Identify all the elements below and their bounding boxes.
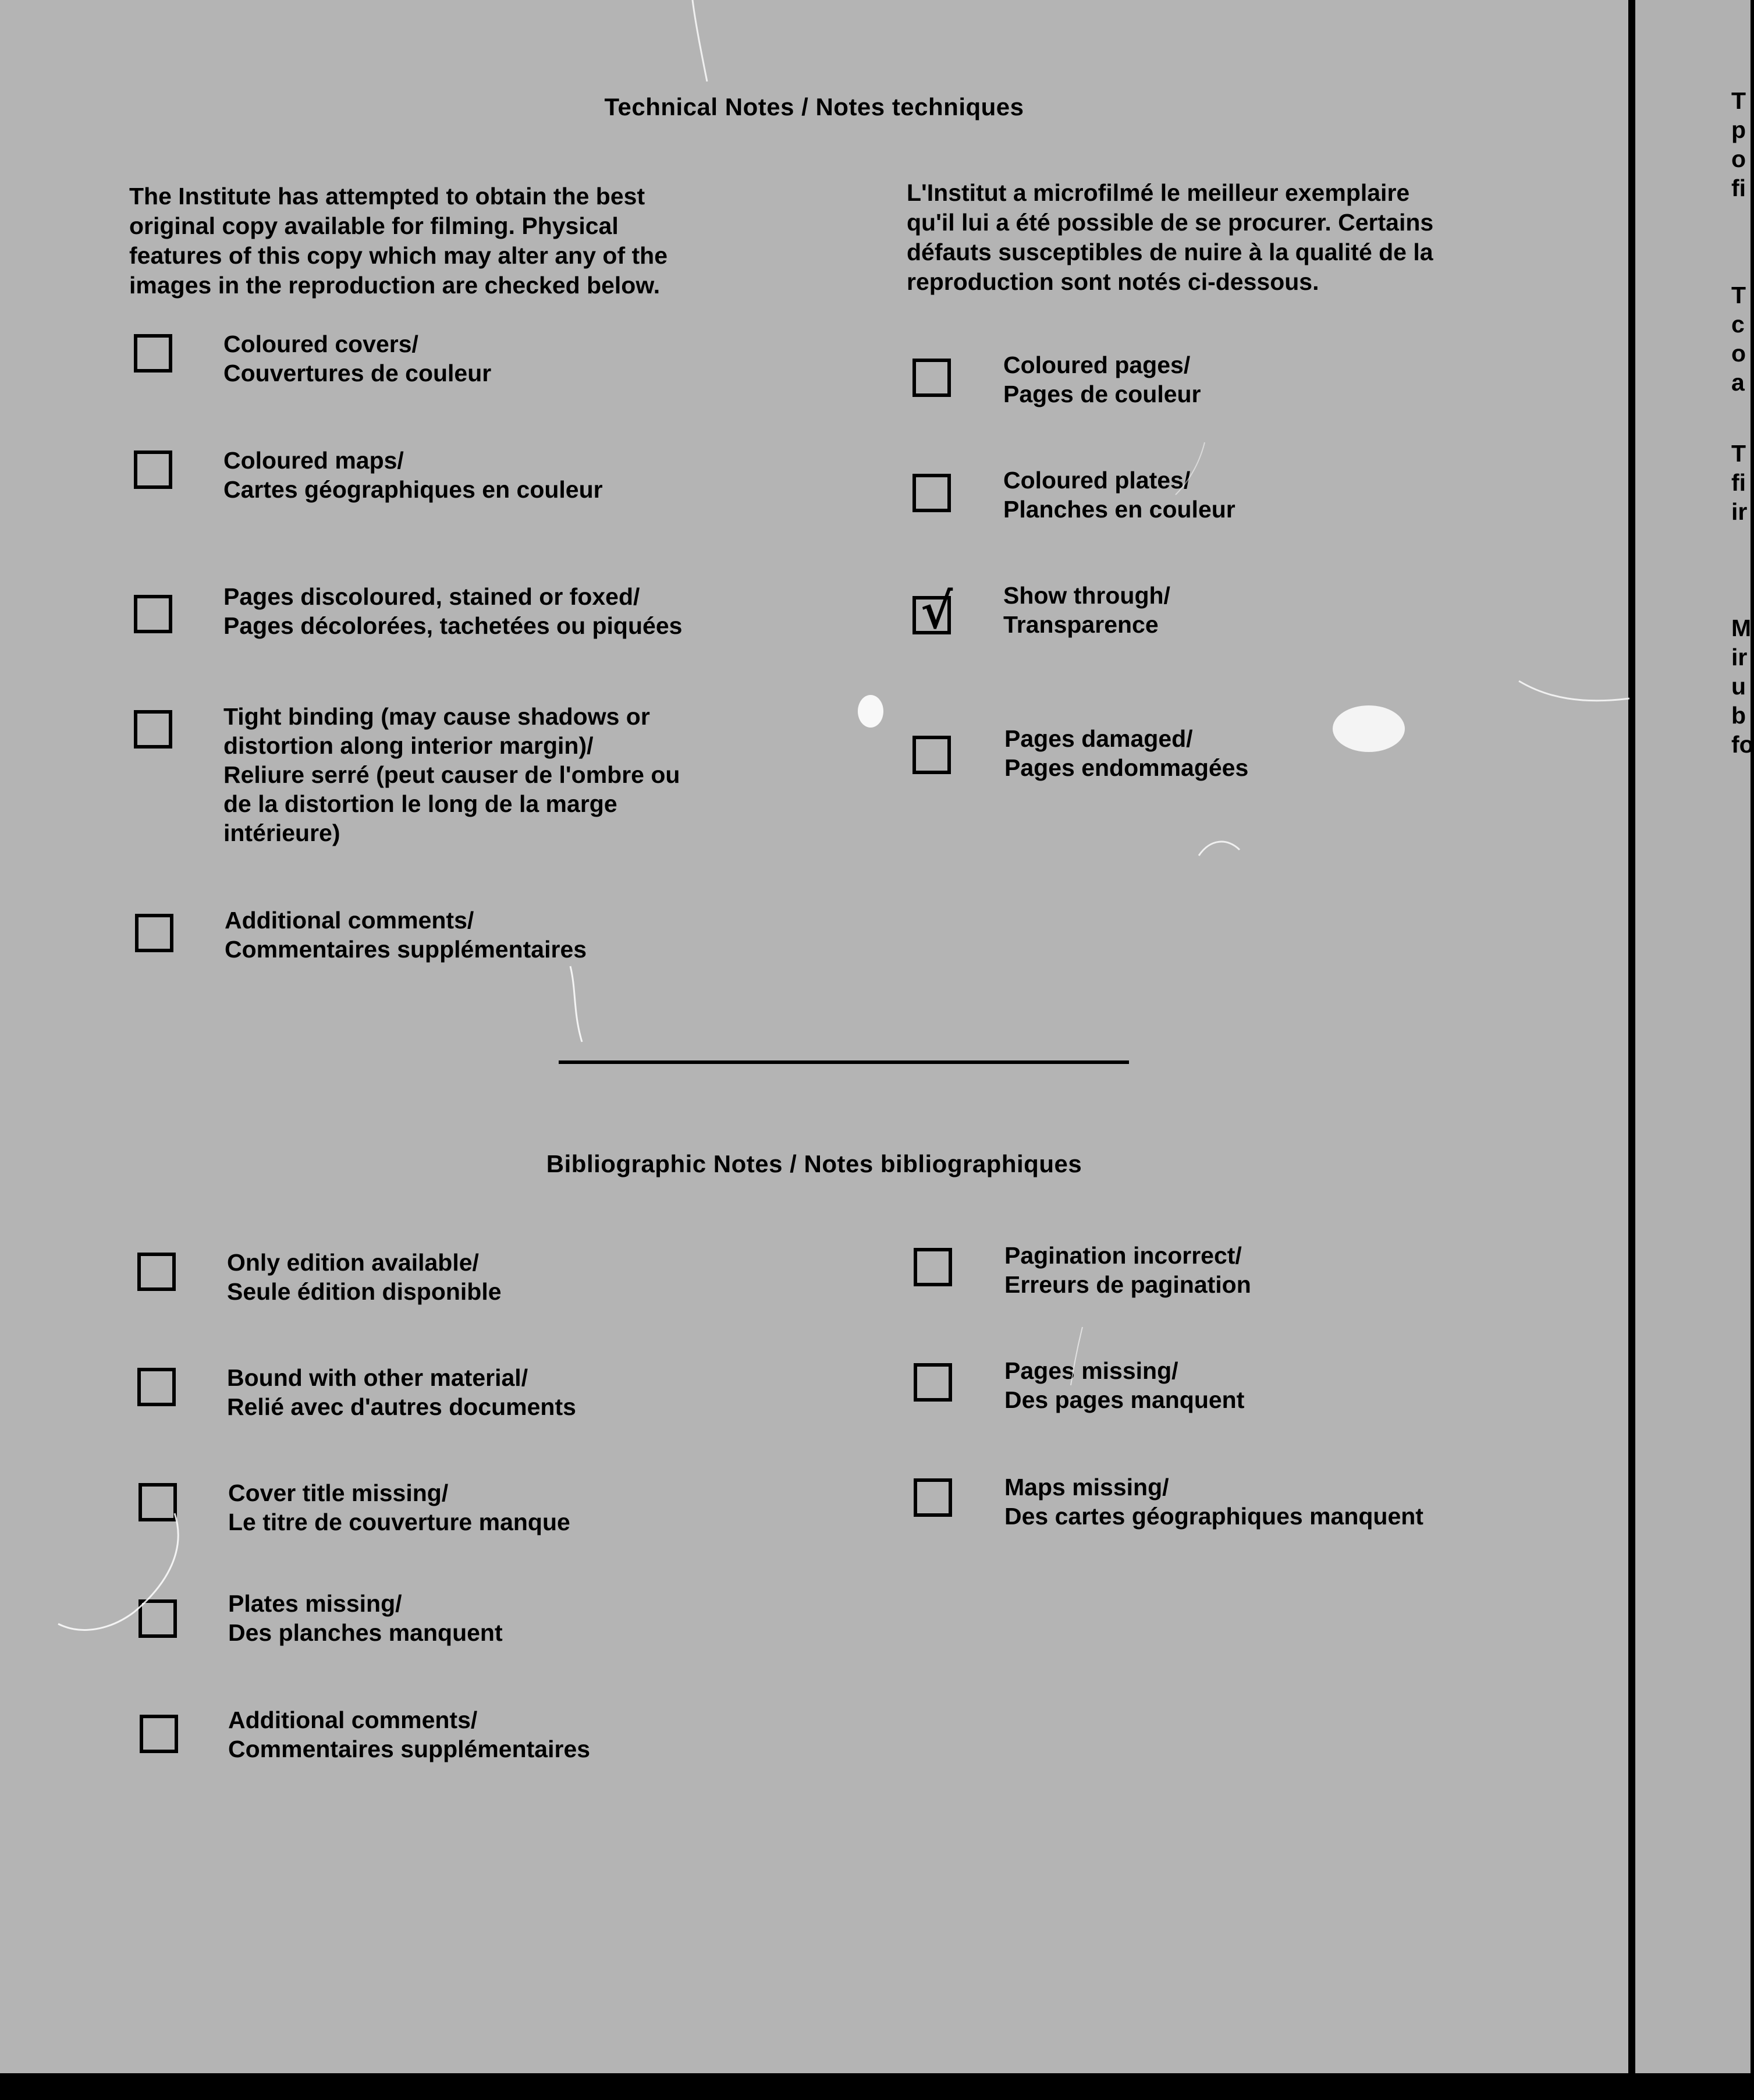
adjacent-page-fragment — [1731, 439, 1751, 526]
intro-english-line: images in the reproduction are checked below. — [129, 272, 661, 299]
checkbox[interactable] — [914, 1248, 952, 1286]
checkbox[interactable] — [912, 736, 951, 774]
checklist-label — [228, 1705, 590, 1764]
label-line: Only edition available/ — [227, 1249, 479, 1276]
label-line: Pages discoloured, stained or foxed/ — [223, 583, 640, 610]
label-line: de la distortion le long de la marge — [223, 790, 617, 817]
intro-english — [129, 182, 667, 300]
bibliographic-notes-heading: Bibliographic Notes / Notes bibliographiques — [546, 1150, 1082, 1177]
label-line: Cartes géographiques en couleur — [223, 476, 603, 503]
fragment-line: o — [1731, 340, 1746, 367]
label-line: Maps missing/ — [1004, 1474, 1169, 1500]
label-line: intérieure) — [223, 820, 340, 846]
checklist-label — [1003, 581, 1170, 639]
intro-french-line: reproduction sont notés ci-dessous. — [907, 268, 1319, 295]
label-line: Erreurs de pagination — [1004, 1271, 1251, 1298]
checklist-label — [225, 906, 587, 964]
label-line: Bound with other material/ — [227, 1364, 528, 1391]
label-line: Coloured maps/ — [223, 447, 404, 474]
fragment-line: M — [1731, 615, 1752, 641]
label-line: Commentaires supplémentaires — [228, 1736, 591, 1762]
fragment-line: T — [1731, 440, 1746, 467]
label-line: Cover title missing/ — [228, 1480, 449, 1506]
checkbox[interactable] — [912, 359, 951, 397]
fragment-line: ir — [1731, 644, 1748, 671]
checkbox[interactable] — [134, 450, 172, 489]
label-line: Additional comments/ — [228, 1707, 478, 1733]
checklist-label — [223, 329, 491, 388]
label-line: Additional comments/ — [225, 907, 474, 934]
checklist-label — [1004, 1473, 1423, 1531]
adjacent-page-fragment — [1731, 613, 1754, 759]
label-line: Plates missing/ — [228, 1590, 402, 1617]
intro-english-line: The Institute has attempted to obtain the best — [129, 183, 645, 210]
checkbox[interactable] — [914, 1478, 952, 1517]
intro-french-line: L'Institut a microfilmé le meilleur exemplaire — [907, 179, 1410, 206]
fragment-line: T — [1731, 282, 1746, 308]
checkbox[interactable] — [140, 1715, 178, 1753]
checklist-label — [1004, 1356, 1244, 1414]
label-line: Coloured plates/ — [1003, 467, 1191, 494]
label-line: Des planches manquent — [228, 1619, 503, 1646]
label-line: Pages endommagées — [1004, 754, 1249, 781]
checklist-label — [223, 702, 680, 847]
fragment-line: fi — [1731, 175, 1746, 201]
fragment-line: T — [1731, 87, 1746, 114]
fragment-line: a — [1731, 369, 1745, 396]
checkbox[interactable] — [134, 710, 172, 749]
label-line: Coloured covers/ — [223, 331, 418, 357]
checkbox-checked[interactable] — [912, 582, 953, 640]
checkbox[interactable] — [134, 334, 172, 373]
label-line: Seule édition disponible — [227, 1278, 502, 1305]
checklist-label — [1003, 350, 1201, 409]
checkbox[interactable] — [914, 1363, 952, 1402]
label-line: Planches en couleur — [1003, 496, 1235, 523]
section-divider — [559, 1060, 1129, 1064]
label-line: Pages de couleur — [1003, 381, 1201, 407]
checkbox[interactable] — [912, 474, 951, 512]
checkbox[interactable] — [134, 595, 172, 633]
label-line: Coloured pages/ — [1003, 352, 1191, 378]
fragment-line: b — [1731, 702, 1746, 729]
fragment-line: fo — [1731, 731, 1754, 758]
intro-french — [907, 178, 1433, 297]
fragment-line: p — [1731, 116, 1746, 143]
intro-english-line: original copy available for filming. Physical — [129, 212, 619, 239]
checklist-label — [228, 1478, 570, 1537]
checklist-label — [223, 582, 682, 640]
label-line: Pages décolorées, tachetées ou piquées — [223, 612, 683, 639]
label-line: Couvertures de couleur — [223, 360, 492, 386]
checkbox[interactable] — [135, 914, 173, 952]
label-line: Pagination incorrect/ — [1004, 1242, 1242, 1269]
checkbox[interactable] — [139, 1483, 177, 1521]
fragment-line: c — [1731, 311, 1745, 338]
label-line: Relié avec d'autres documents — [227, 1393, 576, 1420]
label-line: Reliure serré (peut causer de l'ombre ou — [223, 761, 680, 788]
checklist-label — [1004, 724, 1248, 782]
label-line: Pages damaged/ — [1004, 725, 1193, 752]
adjacent-page-strip — [1635, 0, 1754, 2100]
label-line: Des cartes géographiques manquent — [1004, 1503, 1423, 1530]
label-line: Transparence — [1003, 611, 1159, 638]
checklist-label — [227, 1248, 502, 1306]
intro-french-line: qu'il lui a été possible de se procurer. Certains — [907, 209, 1434, 236]
label-line: Des pages manquent — [1004, 1386, 1245, 1413]
checkbox[interactable] — [137, 1368, 176, 1406]
checklist-label — [223, 446, 603, 504]
checklist-label — [228, 1589, 503, 1647]
film-edge — [0, 2073, 1751, 2100]
label-line: distortion along interior margin)/ — [223, 732, 594, 759]
checkbox[interactable] — [137, 1253, 176, 1291]
checklist-label — [1004, 1241, 1251, 1299]
adjacent-page-fragment — [1731, 281, 1751, 397]
fragment-line: u — [1731, 673, 1746, 700]
intro-english-line: features of this copy which may alter any of the — [129, 242, 668, 269]
label-line: Pages missing/ — [1004, 1357, 1178, 1384]
fragment-line: ir — [1731, 498, 1748, 525]
label-line: Tight binding (may cause shadows or — [223, 703, 650, 730]
checklist-label — [1003, 466, 1235, 524]
fragment-line: fi — [1731, 469, 1746, 496]
intro-french-line: défauts susceptibles de nuire à la qualité de la — [907, 239, 1433, 265]
checkmark-icon: √ — [921, 582, 953, 640]
label-line: Show through/ — [1003, 582, 1170, 609]
technical-notes-heading: Technical Notes / Notes techniques — [604, 93, 1024, 120]
adjacent-page-fragment — [1731, 86, 1751, 203]
checklist-label — [227, 1363, 576, 1421]
label-line: Le titre de couverture manque — [228, 1509, 570, 1535]
fragment-line: o — [1731, 146, 1746, 172]
checkbox[interactable] — [139, 1599, 177, 1638]
label-line: Commentaires supplémentaires — [225, 936, 587, 963]
